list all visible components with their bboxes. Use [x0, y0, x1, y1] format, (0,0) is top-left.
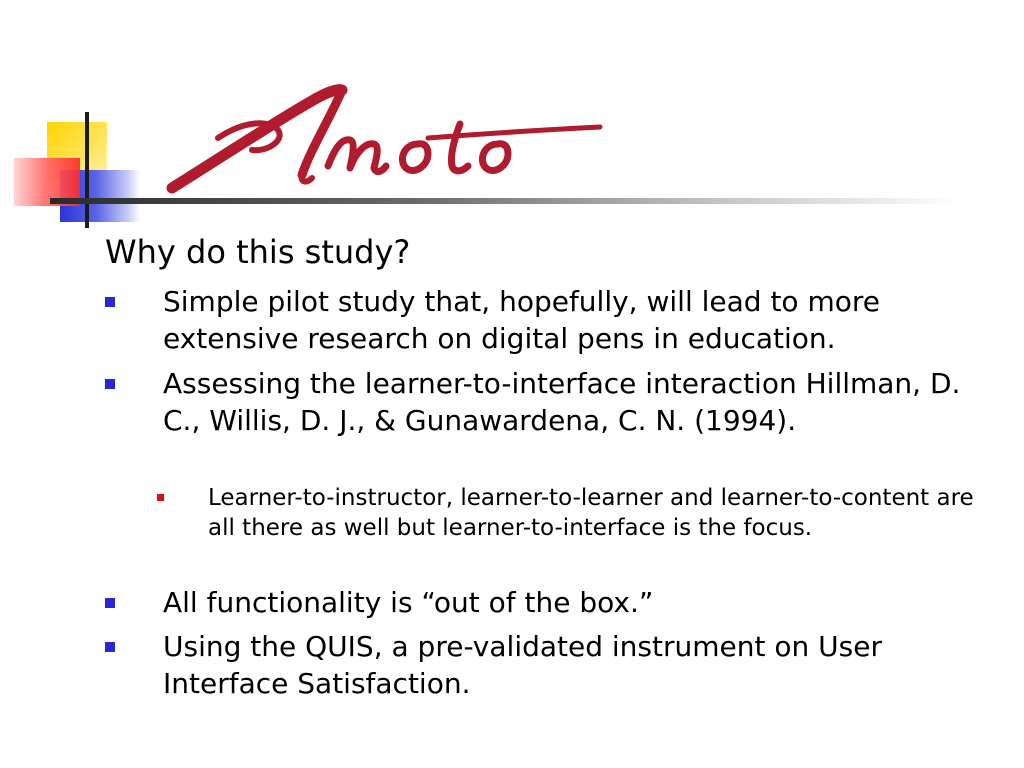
anoto-logo — [160, 80, 610, 195]
square-bullet-icon — [105, 642, 115, 652]
bullet-text: Using the QUIS, a pre-validated instrument on User Interface Satisfaction. — [163, 630, 882, 700]
square-bullet-icon — [105, 379, 115, 389]
header-rule — [50, 198, 960, 204]
square-bullet-icon — [105, 598, 115, 608]
deco-vertical-line — [85, 112, 89, 228]
bullet-text: Simple pilot study that, hopefully, will lead to more extensive research on digital pens in education. — [163, 285, 880, 355]
square-sub-bullet-icon — [157, 494, 164, 501]
bullet-text: All functionality is “out of the box.” — [163, 586, 654, 619]
sub-bullet-text: Learner-to-instructor, learner-to-learner and learner-to-content are all there as well but learner-to-interface is the focus. — [208, 485, 974, 541]
square-bullet-icon — [105, 297, 115, 307]
bullet-text: Assessing the learner-to-interface interaction Hillman, D. C., Willis, D. J., & Gunawardena, C. N. (1994). — [163, 367, 961, 437]
slide-heading: Why do this study? — [105, 233, 411, 271]
